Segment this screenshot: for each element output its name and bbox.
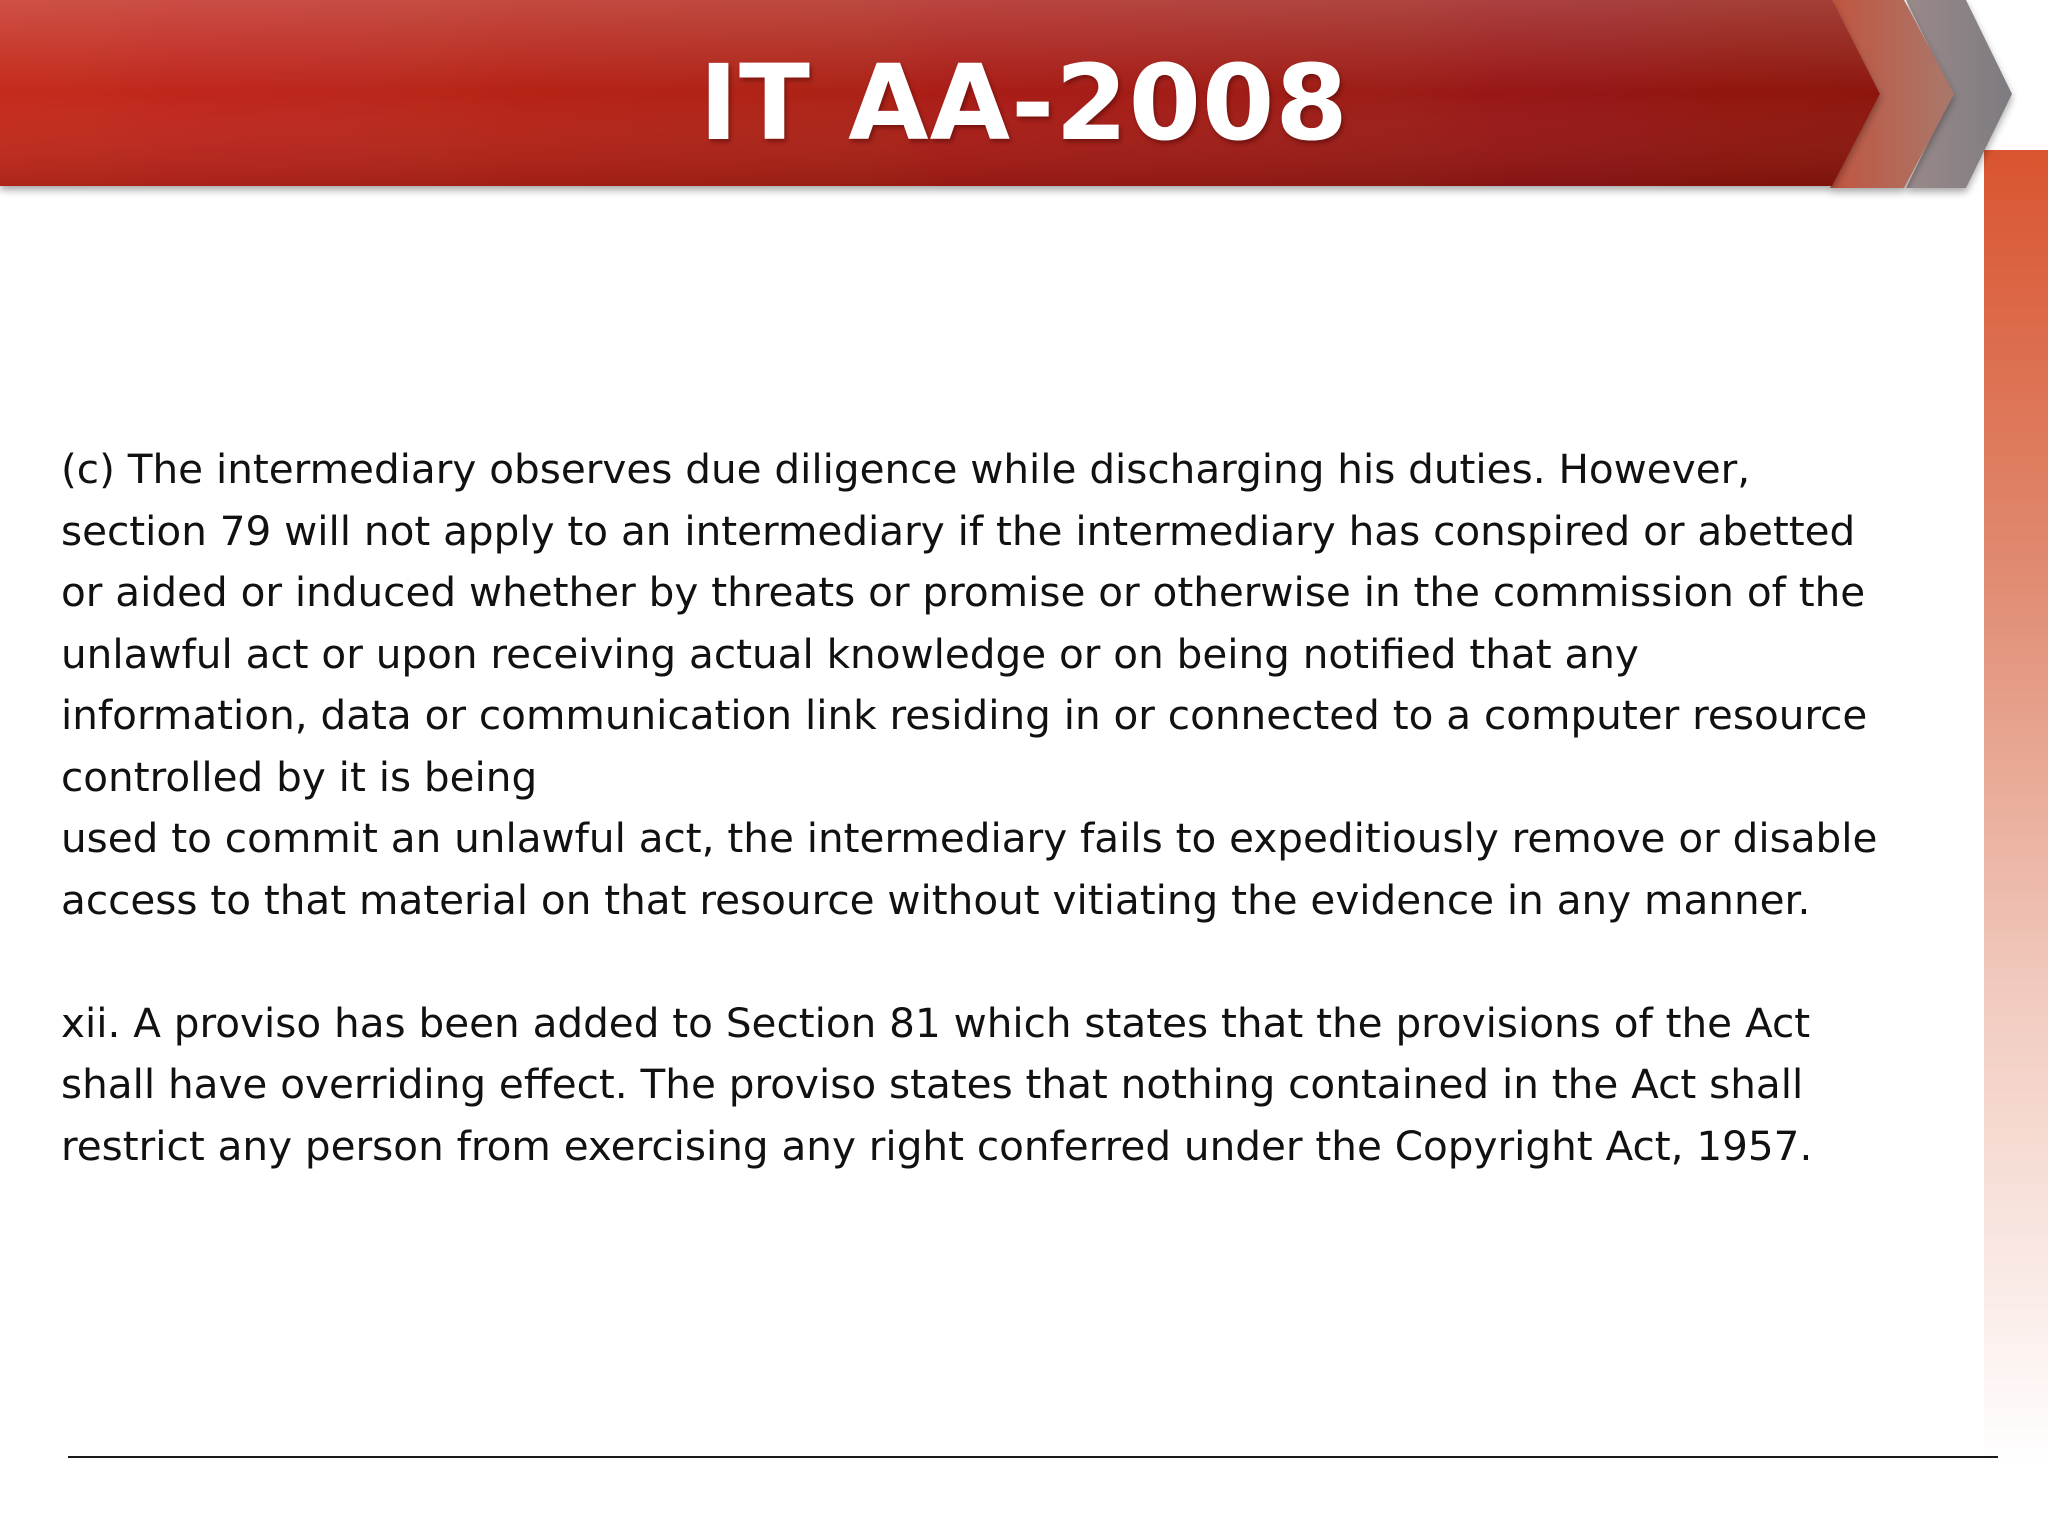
paragraph-c-line: or aided or induced whether by threats or promise or otherwise in the commission of the xyxy=(61,568,1866,616)
paragraph-c-line: used to commit an unlawful act, the intermediary fails to expeditiously remove or disable xyxy=(61,814,1878,862)
paragraph-c-line: unlawful act or upon receiving actual knowledge or on being notified that any xyxy=(61,629,1639,678)
paragraph-c-line: access to that material on that resource without vitiating the evidence in any manner. xyxy=(61,875,1811,924)
paragraph-xii-line: shall have overriding effect. The proviso states that nothing contained in the Act shall xyxy=(61,1060,1804,1108)
paragraph-c-line: information, data or communication link residing in or connected to a computer resource xyxy=(61,691,1868,739)
paragraph-spacer xyxy=(61,931,1961,993)
paragraph-c-line: (c) The intermediary observes due diligence while discharging his duties. However, xyxy=(61,445,1751,493)
slide-body xyxy=(61,439,1961,1177)
paragraph-c xyxy=(61,439,1961,931)
slide-title: IT AA-2008 xyxy=(699,42,1349,164)
paragraph-xii xyxy=(61,993,1961,1178)
paragraph-c-line: controlled by it is being xyxy=(61,752,538,801)
paragraph-xii-line: xii. A proviso has been added to Section 81 which states that the provisions of the Act xyxy=(61,998,1811,1047)
paragraph-c-line: section 79 will not apply to an intermediary if the intermediary has conspired or abetted xyxy=(61,506,1856,555)
paragraph-xii-line: restrict any person from exercising any right conferred under the Copyright Act, 1957. xyxy=(61,1121,1813,1170)
footer-divider xyxy=(68,1456,1998,1458)
side-accent-stripe xyxy=(1984,150,2048,1536)
